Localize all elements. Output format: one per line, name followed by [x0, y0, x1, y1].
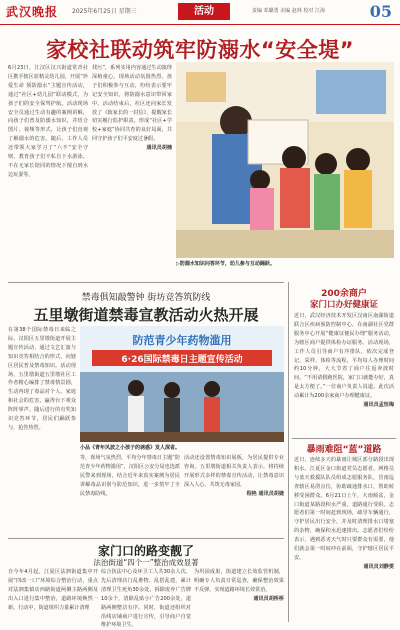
- story3-headline: 家门口的路变靓了: [97, 544, 194, 558]
- editor-credits: 责编 邓璐勇 美编 赵林 校对 江海: [252, 8, 325, 14]
- sidebar-divider-h: [292, 438, 396, 439]
- story2-col1: [8, 326, 76, 444]
- story2-col2-text: 等，现场气氛热烈。平均分年禁毒日主题“防范青少年药物滥用”，汉阳区公安分局也选派民警来到现场，结合近年来真实案例为居民讲解毒品识别与防范知识，进一步筑牢了全民禁毒防线。: [80, 455, 180, 497]
- sidebar1-headline-l1: 200余商户: [321, 289, 367, 299]
- stage-photo: [80, 326, 284, 442]
- story1-caption: ▷防溺水知识问答环节，幼儿参与互动踊跃。: [176, 261, 275, 267]
- page-header: [0, 0, 400, 25]
- story2-col2: [80, 454, 180, 534]
- story1-col1: [8, 64, 88, 278]
- sidebar-divider: [288, 282, 289, 622]
- story1-col1-text: 6月23日，江汉区汉兴街道常青社区携手辖区蓝精灵幼儿园，开展“珍爱生命 预防溺水”主题宣传活动，通过“社区+幼儿园”联动模式，为孩子们的安全保驾护航。活动现场安全员通过生动有趣的案例讲解，向孩子们普及防溺水知识，并结合图片、视频等形式，让孩子们直观了解溺水的危害。随后，工作人员还带领大家学习了“六不”安全守则，教育孩子们不私自下水游泳、不在无家长陪同的情况下擅自到水边玩耍等。: [8, 65, 88, 178]
- story3-col3-text: 为巩固成果，街道建立长效监管机制，明确专人负责日常巡查，确保整治效果不反弹，实现道路环境长效常治。: [194, 569, 284, 593]
- banner-line2: 6·26国际禁毒日主题宣传活动: [121, 355, 243, 365]
- story3-byline: 通讯员胡桥桥: [253, 595, 284, 602]
- story1-photo: [176, 62, 394, 258]
- story2-headline: 五里墩街道禁毒宣教活动火热开展: [33, 306, 259, 324]
- story1-byline: 通讯员胡楠: [146, 145, 172, 152]
- sidebar1-body: [294, 312, 394, 436]
- story1-col2: [92, 64, 172, 278]
- section-badge: 活动: [178, 3, 230, 20]
- story2-kicker: 禁毒俱知敲警钟 街坊竞答筑防线: [81, 293, 211, 303]
- issue-date: 2025年6月25日 星期三: [72, 8, 137, 15]
- sidebar2-body: [294, 456, 394, 622]
- sidebar2-byline: 通讯员刘静雯: [363, 563, 394, 570]
- story2-col3-text: 活动还设置禁毒知识展板，为居民提供专业咨询。五里墩街道相关负责人表示，将持续开展形式多样的禁毒宣传活动，让禁毒意识深入人心，共筑无毒家园。: [184, 455, 284, 488]
- story3-col2-text: 综合执法中心及环卫工人共30余人次，先后清理店门乱堆物、乱搭乱建，累计清理卫生死角30余处，拆除废弃广告牌10余个，清除乱贴小广告200余处，道路两侧整洁有序。同时，街道还组织对沿线店铺商户进行宣传，引导商户自觉维护环境卫生。: [101, 569, 191, 629]
- newspaper-logo: 武汉晚报: [6, 5, 59, 19]
- story2-photo: [80, 326, 284, 442]
- story2-caption: 小品《青年风波之小孩子的诱惑》发人深省。: [80, 445, 181, 451]
- story1-col2-text: 找污”，系列实用内容通过生动演绎深植童心。现场活动氛围热烈，孩子们积极参与互动，纷纷表示要牢记安全知识，将防溺水意识带回家中。活动结束后，社区还向家长发放了《致家长的一封信》，提醒家长切实履行监护职责，形成“社区+学校+家庭”协同共育的良好局面，共同守护孩子们平安度过暑假。: [92, 65, 172, 143]
- sidebar2-body-text: 近日，连续多天的暴雨让城区部分路段出现积水。江夏区金口街道党员志愿者、网格员与蓝天救援队队员组成志愿服务队，冒雨巡查辖区易涝点位，协助疏通排水口，帮助转移受困群众。6月21日上午，大雨倾盆，金口街道某路段积水严重，道路通行受阻。志愿者们第一时间赶到现场，疏导车辆通行，守护居民出行安全，并及时清理排水口堵塞的杂物，确保积水迅速排出。志愿者们纷纷表示，遇到恶劣天气时只要群众有需要，他们就会第一时间冲在前面，守护辖区居民平安。: [294, 457, 394, 561]
- story1-headline: 家校社联动筑牢防溺水“安全堤”: [45, 38, 355, 62]
- divider: [8, 538, 284, 539]
- story2-col1-text: 在第38个国际禁毒日来临之际，汉阳区五里墩街道开展主题宣传活动，通过文艺汇演与知识竞答相结合的形式，向辖区居民普及禁毒知识。活动现场，五里墩街道五里墩社区工作者精心编排了禁毒情景剧，生动再现了毒品对个人、家庭和社会的危害，赢得台下观众阵阵掌声。随后进行的有奖知识竞答环节，居民们踊跃参与，抢答热烈。: [8, 327, 76, 431]
- story3-subhead: 法治街道“四个一”整治成效显著: [93, 558, 199, 567]
- sidebar1-headline-l2: 家门口办好健康证: [309, 300, 378, 310]
- sidebar2-headline: 暴雨难阻“蓝”道路: [306, 445, 382, 455]
- divider: [8, 282, 284, 283]
- story2-col3: [184, 454, 284, 534]
- banner-line1: 防范青少年药物滥用: [132, 334, 232, 347]
- classroom-photo: [176, 62, 394, 258]
- story2-byline: 程艳 通讯员胡婕: [246, 490, 284, 497]
- story3-col1-text: 自今年4月起，江夏区法泗街道集中开展“四改一口”环境综合整治行动，重点对法泗集镇店西路街道两侧主路两侧及出入口进行集中整治，道路环境焕然一新。行动中，街道组织力量累计清理: [8, 569, 98, 611]
- sidebar1-byline: 通讯员孟恒梅: [363, 402, 394, 409]
- page-number: 05: [369, 2, 392, 21]
- story4-anchor: [8, 614, 284, 615]
- sidebar1-body-text: 近日，武汉经济技术开发区汉南区南湖街道联合区疾病预防控制中心，在南湖社区党群服务中心开展“健康证便民办理”服务活动，为辖区商户提供体检办证服务。活动现场，工作人员引导商户有序排队，依次完成登记、采样、体检等流程，平均每人办理时间约10分钟，大大节省了商户往返奔波时间。“不用请假跑医院，家门口就能办好，真是太方便了。”一位商户负责人说道。此次活动累计为200余家商户办理健康证。: [294, 313, 394, 400]
